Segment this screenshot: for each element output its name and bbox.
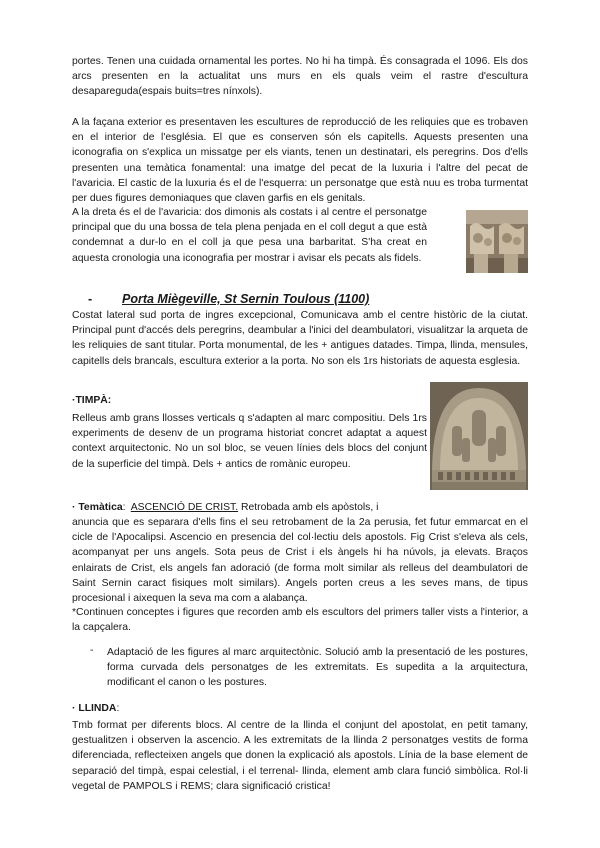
- section-title-text: Porta Miègeville, St Sernin Toulous (1100): [122, 292, 370, 306]
- tympanum-image: [430, 382, 528, 490]
- list-dash: -: [90, 645, 94, 656]
- llinda-paragraph: Tmb format per diferents blocs. Al centre de la llinda el conjunt del apostolat, en petit tamany, gestualitzen i observen la ascencio. A les extremitats de la llinda 2 personatges vestits de forma diferenciada, reflecteixen angels que donen la explicació als apostols. Línia de la base element de separació del timpà, espai celestial, i el terrenal- llinda, element amb clara funció simbòlica. Rol·li vegetal de PAMPOLS i REMS; clara significació cristica!: [72, 720, 528, 792]
- section-bullet: -: [88, 292, 93, 306]
- section-title: [88, 292, 369, 306]
- intro-paragraph-1: portes. Tenen una cuidada ornamental les portes. No hi ha timpà. És consagrada el 1096. Els dos arcs presenten en la actualitat uns murs en els quals veim el rastre d'escultura desapareguda(espais buits=tres nínxols).: [72, 56, 528, 98]
- tematica-first-line: [72, 500, 528, 515]
- tematica-note: *Continuen conceptes i figures que recorden amb els escultors del primers taller vists a l'interior, a la capçalera.: [72, 607, 528, 634]
- list-item: Adaptació de les figures al marc arquitectònic. Solució amb la presentació de les postures, forma curvada dels personatges de les extremitats. Es supedita a la arquitectura, modificant el canon o les postures.: [107, 647, 528, 689]
- tematica-first-line-rest: Retrobada amb els apòstols, i: [238, 502, 379, 513]
- llinda-colon: :: [116, 703, 120, 714]
- tympanum-photo: [430, 382, 528, 490]
- timpa-paragraph: Relleus amb grans llosses verticals q s'adapten al marc compositiu. Dels 1rs experiments de desenv de un programa historiat concret adaptat a aquest context arquitectonic. No un sol bloc, se veuen línies dels blocs del conjunt de la superficie del timpà. Dels + antics de romànic europeu.: [72, 413, 427, 470]
- intro-paragraph-2: A la façana exterior es presentaven les escultures de reproducció de les reliquies que es trobaven en el interior de l'església. El que es conserven són els capitells. Aquests presenten una iconografia on s'explica un missatge per els viants, tenen un destinatari, els peregrins. Dos d'ells presenten una temàtica fonamental: una imatge del pecat de la luxuria i l'altre del pecat de l'avaricia. El castic de la luxuria és el de l'esquerra: un personatge que està nuu es troba turmentat per dues figures demoniaques que claven garfis en els genitals.: [72, 117, 528, 205]
- llinda-heading-line: [72, 703, 119, 714]
- section-paragraph: Costat lateral sud porta de ingres excepcional, Comunicava amb el centre històric de la ciutat. Principal punt d'accés dels peregrins, deambular a l'inici del deambulatori, visualitzar la arqueta de les reliquies de sant titular. Porta monumental, de les + antigues datades. Timpa, llinda, mensules, capitells dels brancals, escultura exterior a la porta. No son els 1rs historiats de aquesta esglesia.: [72, 310, 528, 367]
- tematica-paragraph: anuncia que es separara d'ells fins el seu retrobament de la 2a perusia, fet futur emmarcat en el cicle de l'Apocalipsi. Ascencio en presencia del col·lectiu dels apostols. Fig Crist s'eleva als cels, acompanyat per uns angels. Sota peus de Crist i els àngels hi ha núvols, ja elevats. Braços enlairats de Crist, els angels fan adoració (de forma molt similar als relleus del deambulatori de Saint Sernin caract fisiques molt similars). Angels porten creus a les seves mans, de tipus procesional i aixequen la seva ma com a alabança.: [72, 517, 528, 605]
- intro-paragraph-3: A la dreta és el de l'avaricia: dos dimonis als costats i al centre el personatge principal que du una bossa de tela plena penjada en el coll degut a que està condemnat a dur-lo en el coll ja que pesa una barbaritat. S'ha creat en aquesta cronologia una iconografia per mostrar i avisar els pecats als fidels.: [72, 207, 427, 264]
- timpa-heading: ·TIMPÀ:: [72, 395, 112, 406]
- tematica-colon: :: [122, 502, 126, 513]
- capitals-image: [466, 210, 528, 273]
- llinda-heading: · LLINDA: [72, 703, 117, 714]
- capitals-photo: [466, 210, 528, 273]
- tematica-subject: ASCENCIÓ DE CRIST.: [130, 502, 239, 513]
- tematica-label: · Temàtica: [72, 502, 123, 513]
